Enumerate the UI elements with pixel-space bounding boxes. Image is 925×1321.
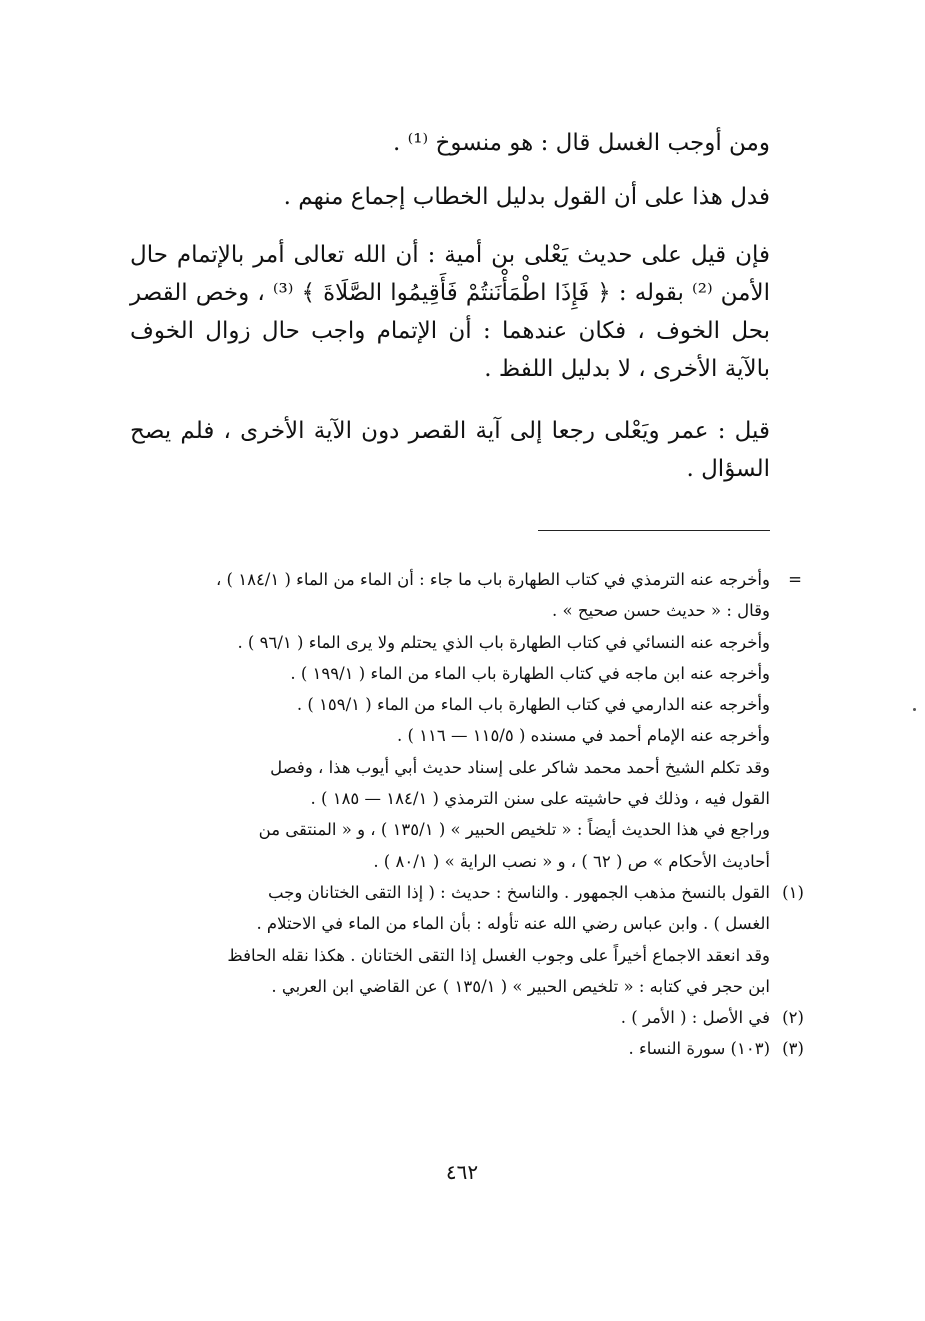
footnote-number: (١) <box>782 882 804 902</box>
footnote-number: (٢) <box>782 1008 804 1028</box>
footnote-line: (١٠٣) سورة النساء . <box>628 1039 770 1059</box>
main-text-block-1 <box>130 124 770 162</box>
main-text-block-3 <box>130 236 770 388</box>
page-number: ٤٦٢ <box>445 1160 479 1184</box>
paragraph-3: فإن قيل على حديث يَعْلى بن أمية : أن الله تعالى أمر بالإتمام حال الأمن ⁽²⁾ بقوله : ﴿ فَإِذَا اطْمَأْنَنتُمْ فَأَقِيمُوا الصَّلَاةَ ﴾ ⁽³⁾ ، وخص القصر بحل الخوف ، فكان عندهما : أن الإتمام واجب حال زوال الخوف بالآية الأخرى ، لا بدليل اللفظ . <box>130 242 771 382</box>
paragraph-4: قيل : عمر ويَعْلى رجعا إلى آية القصر دون الآية الأخرى ، فلم يصح السؤال . <box>130 418 770 482</box>
footnote-line: وقد تكلم الشيخ أحمد محمد شاكر على إسناد حديث أبي أيوب هذا ، وفصل <box>270 757 770 777</box>
footnote-2 <box>130 1002 810 1033</box>
footnote-line: وأخرجه عنه النسائي في كتاب الطهارة باب الذي يحتلم ولا يرى الماء ( ٩٦/١ ) . <box>237 632 770 652</box>
footnote-line: في الأصل : ( الأمر ) . <box>620 1008 770 1028</box>
main-text-block-2 <box>130 178 770 216</box>
footnote-1 <box>130 877 810 1002</box>
footnote-line: وأخرجه عنه الإمام أحمد في مسنده ( ١١٥/٥ — ١١٦ ) . <box>396 726 770 746</box>
footnotes-section <box>130 564 810 1065</box>
footnote-3 <box>130 1033 810 1064</box>
footnote-line: وأخرجه عنه ابن ماجه في كتاب الطهارة باب الماء من الماء ( ١٩٩/١ ) . <box>290 663 770 683</box>
footnote-line: وقد انعقد الاجماع أخيراً على وجوب الغسل إذا التقى الختانان . هكذا نقله الحافظ <box>227 945 770 965</box>
footnote-line: وأخرجه عنه الترمذي في كتاب الطهارة باب ما جاء : أن الماء من الماء ( ١٨٤/١ ) ، <box>215 570 770 589</box>
footnote-continuation <box>130 564 810 877</box>
footnote-separator <box>538 530 770 531</box>
footnote-number: (٣) <box>782 1039 804 1059</box>
continuation-mark: = <box>788 570 802 589</box>
paragraph-2: فدل هذا على أن القول بدليل الخطاب إجماع منهم . <box>283 184 770 210</box>
footnote-line: وراجع في هذا الحديث أيضاً : « تلخيص الحبير » ( ١٣٥/١ ) ، و « المنتقى من <box>258 820 770 840</box>
scan-speck <box>913 708 916 711</box>
main-text-block-4 <box>130 412 770 488</box>
footnote-line: ابن حجر في كتابه : « تلخيص الحبير » ( ١٣٥/١ ) عن القاضي ابن العربي . <box>271 976 770 996</box>
footnote-line: أحاديث الأحكام » ص ( ٦٢ ) ، و « نصب الراية » ( ٨٠/١ ) . <box>373 851 770 871</box>
footnote-line: وأخرجه عنه الدارمي في كتاب الطهارة باب الماء من الماء ( ١٥٩/١ ) . <box>296 695 770 715</box>
paragraph-1: ومن أوجب الغسل قال : هو منسوخ ⁽¹⁾ . <box>393 130 770 156</box>
footnote-line: الغسل ) . وابن عباس رضي الله عنه تأوله : بأن الماء من الماء في الاحتلام . <box>256 914 770 934</box>
footnote-line: وقال : « حديث حسن صحيح » . <box>551 601 770 621</box>
footnote-line: القول فيه ، وذلك في حاشيته على سنن الترمذي ( ١٨٤/١ — ١٨٥ ) . <box>310 789 770 809</box>
footnote-line: القول بالنسخ مذهب الجمهور . والناسخ : حديث : ( إذا التقى الختانان وجب <box>267 882 770 902</box>
